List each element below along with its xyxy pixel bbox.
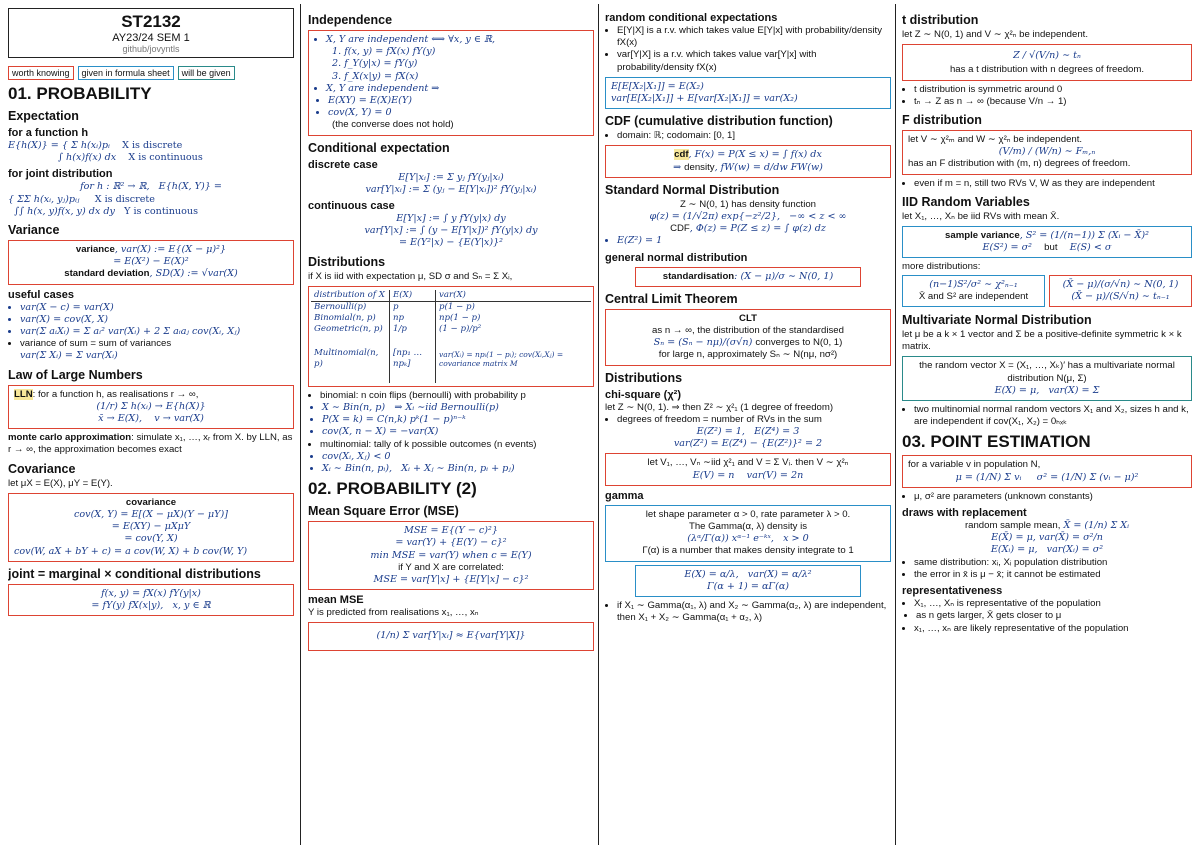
gamma-text: let shape parameter α > 0, rate parameter λ > 0.: [645, 508, 851, 520]
point-let: for a variable v in population N,: [908, 459, 1041, 471]
t-list: [902, 84, 1192, 108]
list-item: 3. f_X(x|y) = fX(x): [332, 70, 419, 82]
column-4: [902, 8, 1192, 843]
covariance-box: [8, 493, 294, 562]
formula: (X̄ − μ)/(σ/√n) ∼ N(0, 1): [1062, 278, 1179, 290]
cdf-list: [605, 130, 891, 142]
formula: sample variance, S² = (1/(n−1)) Σ (Xᵢ − X̄)²: [945, 230, 1149, 242]
list-item: • if X₁ ∼ Gamma(α₁, λ) and X₂ ∼ Gamma(α₂, λ) are independent, then X₁ + X₂ ∼ Gamma(α₁ + α₂, λ): [617, 600, 891, 624]
heading-cdf: CDF (cumulative distribution function): [605, 114, 833, 129]
mvn-let: let μ be a k × 1 vector and Σ be a positive-definite symmetric k × k matrix.: [902, 329, 1182, 353]
heading-iid: IID Random Variables: [902, 194, 1030, 209]
list-item: • P(X = k) = C(n,k) pᵏ(1 − p)ⁿ⁻ᵏ: [322, 414, 594, 426]
table-row: [311, 335, 591, 383]
formula: cdf, F(x) = P(X ≤ x) = ∫ f(x) dx: [674, 149, 822, 161]
list-item: • var(X) = cov(X, X): [20, 314, 294, 326]
independence-sublist: [314, 95, 588, 119]
formula: standard deviation, SD(X) := √var(X): [64, 268, 238, 280]
formula: = cov(Y, X): [124, 533, 178, 545]
independent-text: X̄ and S² are independent: [918, 290, 1029, 302]
table-row: [311, 301, 591, 313]
chi-box: [605, 453, 891, 485]
distribution-table: [311, 290, 591, 383]
f-has: has an F distribution with (m, n) degrees of freedom.: [908, 158, 1131, 170]
formula: E(Xᵢ) = μ, var(Xᵢ) = σ²: [990, 544, 1104, 556]
useful-cases-list: [8, 302, 294, 363]
sample-variance-box: [902, 226, 1192, 258]
mean-mse-text: Y is predicted from realisations x₁, …, xₙ: [308, 607, 479, 619]
column-divider: [895, 4, 896, 845]
clt-text: for large n, approximately Sₙ ∼ N(nμ, nσ²): [658, 349, 838, 361]
list-item: 2. f_Y(y|x) = fY(y): [332, 58, 418, 70]
table-cell: (1 − p)/p²: [439, 323, 482, 334]
independence-list: [314, 34, 588, 46]
clt-box: [605, 309, 891, 366]
distribution-notes: [308, 390, 594, 402]
list-item: • even if m = n, still two RVs V, W as they are independent: [914, 178, 1192, 190]
semester: AY23/24 SEM 1: [112, 32, 190, 44]
joint-box: [8, 584, 294, 616]
distribution-notes: [308, 439, 594, 451]
lln-box: [8, 385, 294, 430]
list-item: • cov(X, n − X) = −var(X): [322, 426, 594, 438]
monte-carlo: monte carlo approximation: simulate x₁, …, xᵣ from X. by LLN, as r → ∞, the approximation becomes exact: [8, 432, 293, 456]
formula: (1/r) Σ h(xᵢ) → E{h(X)}: [96, 400, 206, 412]
heading-lln: Law of Large Numbers: [8, 367, 143, 382]
mvn-list: [902, 404, 1192, 428]
chi-sample-box: [902, 275, 1045, 307]
table-header: distribution of X: [311, 290, 389, 302]
list-item: • tₙ → Z as n → ∞ (because V/n → 1): [914, 96, 1192, 108]
list-item: • t distribution is symmetric around 0: [914, 84, 1192, 96]
formula: φ(z) = (1/√2π) exp{−z²/2}, −∞ < z < ∞: [649, 211, 847, 223]
list-item: • multinomial: tally of k possible outcomes (n events): [320, 439, 594, 451]
formula: ⇒ density, fW(w) = d/dw FW(w): [673, 161, 823, 173]
mse-if: if Y and X are correlated:: [398, 561, 504, 573]
formula: (λᵅ/Γ(α)) xᵅ⁻¹ e⁻ᵏˣ, x > 0: [687, 533, 809, 545]
binomial-sublist: [308, 402, 594, 439]
table-cell: [np₁ … npₖ]: [389, 335, 435, 383]
representativeness-list: [902, 623, 1192, 635]
lln-text: LLN: for a function h, as realisations r → ∞,: [14, 388, 199, 400]
table-cell: 1/p: [389, 324, 435, 335]
list-item: var(Σ Xᵢ) = Σ var(Xᵢ): [20, 350, 118, 362]
variance-box: [8, 240, 294, 285]
std-normal-list: [605, 235, 891, 247]
formula: ∫∫ h(x, y)f(x, y) dx dy Y is continuous: [8, 205, 198, 217]
subheading: discrete case: [308, 158, 378, 171]
legend: [8, 66, 294, 80]
subheading: for a function h: [8, 127, 89, 139]
heading-joint: joint = marginal × conditional distributions: [8, 566, 261, 581]
mean-mse-box: [308, 622, 594, 650]
t-let: let Z ∼ N(0, 1) and V ∼ χ²ₙ be independent.: [902, 29, 1088, 40]
subheading: useful cases: [8, 288, 75, 301]
formula: E(Z²) = 1, E(Z⁴) = 3: [696, 426, 800, 438]
column-divider: [300, 4, 301, 845]
list-item: • X₁, …, Xₙ is representative of the population: [914, 598, 1192, 610]
mvn-box: [902, 356, 1192, 401]
formula: f(x, y) = fX(x) fY(y|x): [101, 587, 201, 599]
column-1: [8, 8, 294, 843]
title-box: [8, 8, 294, 58]
representativeness-sublist: [902, 610, 1192, 622]
list-item: • E(Z²) = 1: [617, 235, 891, 247]
list-item: • same distribution: xᵢ, Xᵢ population distribution: [914, 557, 1192, 569]
list-item: • as n gets larger, X̄ gets closer to μ: [916, 610, 1192, 622]
heading-std-normal: Standard Normal Distribution: [605, 182, 780, 197]
formula: (V/m) / (W/n) ∼ Fₘ,ₙ: [998, 146, 1096, 158]
gamma-text: Γ(α) is a number that makes density integrate to 1: [642, 545, 854, 557]
list-item: • variance of sum = sum of variances: [20, 338, 294, 350]
section-heading: 01. PROBABILITY: [8, 84, 152, 103]
table-cell: np(1 − p): [439, 312, 481, 323]
formula: E{h(X)} = { Σ h(xᵢ)pᵢ X is discrete: [8, 140, 183, 151]
list-item: • the error in x̄ is μ − x̄; it cannot be estimated: [914, 569, 1192, 581]
gamma-text: The Gamma(α, λ) density is: [688, 521, 808, 533]
heading-mvn: Multivariate Normal Distribution: [902, 313, 1092, 328]
subheading: representativeness: [902, 585, 1003, 598]
heading-clt: Central Limit Theorem: [605, 291, 738, 306]
table-cell: np: [389, 313, 435, 324]
t-has: has a t distribution with n degrees of freedom.: [949, 64, 1145, 76]
formula: E[Y|xᵢ] := Σ yⱼ fY(yⱼ|xᵢ): [398, 171, 504, 183]
heading-covariance: Covariance: [8, 461, 76, 476]
subheading: general normal distribution: [605, 251, 748, 264]
legend-will-be-given: will be given: [178, 66, 235, 80]
heading-variance: Variance: [8, 223, 60, 238]
gamma-list: [605, 600, 891, 624]
chi-box-text: let V₁, …, Vₙ ∼iid χ²₁ and V = Σ Vᵢ. then V ∼ χ²ₙ: [647, 457, 849, 469]
formula: E(V) = n var(V) = 2n: [692, 469, 804, 481]
formula: min MSE = var(Y) when c = E(Y): [370, 549, 532, 561]
heading-cond-exp: Conditional expectation: [308, 140, 450, 155]
legend-formula-sheet: given in formula sheet: [78, 66, 174, 80]
t-box: [902, 44, 1192, 80]
gamma-box: [605, 505, 891, 562]
heading-mse: Mean Square Error (MSE): [308, 504, 459, 519]
list-item: 1. f(x, y) = fX(x) fY(y): [332, 46, 436, 58]
list-item: • domain: ℝ; codomain: [0, 1]: [617, 130, 891, 142]
list-item: • x₁, …, xₙ are likely representative of the population: [914, 623, 1192, 635]
table-header: var(X): [436, 290, 592, 302]
population-box: [902, 455, 1192, 487]
formula: E(X) = α/λ, var(X) = α/λ²: [684, 568, 812, 580]
cdf-box: [605, 145, 891, 177]
formula: MSE = E{(Y − c)²}: [404, 525, 498, 537]
clt-text: as n → ∞, the distribution of the standardised: [652, 325, 844, 337]
formula: { ΣΣ h(xᵢ, yⱼ)pᵢⱼ X is discrete: [8, 193, 155, 205]
subheading: for joint distribution: [8, 168, 113, 181]
heading-distributions: Distributions: [605, 370, 683, 385]
formula: (X̄ − μ)/(S/√n) ∼ tₙ₋₁: [1071, 290, 1170, 302]
formula: random sample mean, X̄ = (1/n) Σ Xᵢ: [964, 520, 1130, 532]
table-header-row: [311, 290, 591, 302]
formula: = E(Y²|x) − {E(Y|x)}²: [398, 237, 504, 249]
iid-let: let X₁, …, Xₙ be iid RVs with mean X̄.: [902, 210, 1060, 222]
heading-t-dist: t distribution: [902, 13, 979, 27]
table-row: [311, 324, 591, 335]
author: github/jovyntls: [122, 44, 180, 54]
heading-expectation: Expectation: [8, 109, 79, 123]
covariance-let: let μX = E(X), μY = E(Y).: [8, 477, 113, 489]
heading-f-dist: F distribution: [902, 113, 982, 128]
formula: x̄ → E(X), v → var(X): [98, 413, 204, 425]
formula: cov(X, Y) = E[(X − μX)(Y − μY)]: [74, 509, 228, 521]
parameters-list: [902, 491, 1192, 503]
iterated-expectation-box: [605, 77, 891, 109]
page-title: ST2132: [121, 12, 181, 31]
table-header: E(X): [389, 290, 435, 302]
formula: cov(W, aX + bY + c) = a cov(W, X) + b cov(W, Y): [14, 545, 248, 557]
formula: var[Y|xᵢ] := Σ (yⱼ − E[Y|xᵢ])² fY(yⱼ|xᵢ): [365, 183, 537, 195]
formula: = E(X²) − E(X)²: [113, 256, 189, 268]
subheading: draws with replacement: [902, 507, 1027, 520]
distribution-table-box: [308, 286, 594, 387]
clt-label: CLT: [739, 312, 757, 324]
list-item: • E(XY) = E(X)E(Y): [328, 95, 588, 107]
formula: E[Y|x] := ∫ y fY(y|x) dy: [396, 213, 506, 225]
table-cell: p(1 − p): [439, 301, 475, 312]
t-sample-box: [1049, 275, 1192, 307]
list-item: • X, Y are independent ⇒: [326, 83, 588, 95]
representativeness-list: [902, 598, 1192, 610]
subheading: continuous case: [308, 200, 395, 213]
independence-list: [314, 83, 588, 95]
formula: for h : ℝ² → ℝ, E{h(X, Y)} =: [80, 181, 222, 193]
multinomial-sublist: [308, 451, 594, 475]
formula: E(X) = μ, var(X) = Σ: [994, 384, 1100, 396]
column-3: [605, 8, 891, 843]
rce-list: [605, 25, 891, 74]
list-item: • var(Σ aᵢXᵢ) = Σ aᵢ² var(Xᵢ) + 2 Σ aᵢaⱼ cov(Xᵢ, Xⱼ): [20, 326, 294, 338]
formula: var[Y|x] := ∫ (y − E[Y|x])² fY(y|x) dy: [364, 225, 538, 237]
list-item: • binomial: n coin flips (bernoulli) with probability p: [320, 390, 594, 402]
formula: standardisation: (X − μ)/σ ∼ N(0, 1): [662, 270, 834, 282]
formula: Γ(α + 1) = αΓ(α): [706, 580, 790, 592]
f-box: [902, 130, 1192, 175]
list-item: • μ, σ² are parameters (unknown constants): [914, 491, 1192, 503]
formula: E(S²) = σ² but E(S) < σ: [982, 242, 1112, 254]
gamma-moments-box: [635, 565, 861, 597]
column-divider: [598, 4, 599, 845]
distributions-text: if X is iid with expectation μ, SD σ and Sₙ = Σ Xᵢ,: [308, 270, 513, 282]
list-item: • E[Y|X] is a r.v. which takes value E[Y|x] with probability/density fX(x): [617, 25, 891, 49]
subheading: gamma: [605, 489, 644, 502]
formula: Z / √(V/n) ∼ tₙ: [1013, 50, 1081, 62]
f-let: let V ∼ χ²ₘ and W ∼ χ²ₙ be independent.: [908, 134, 1083, 146]
list-item: • cov(X, Y) = 0: [328, 107, 588, 119]
formula: CDF, Φ(z) = P(Z ≤ z) = ∫ φ(z) dz: [670, 223, 826, 235]
table-cell: Geometric(n, p): [311, 324, 389, 335]
more-distributions: more distributions:: [902, 261, 981, 273]
section-heading: 02. PROBABILITY (2): [308, 479, 477, 499]
more-distributions-row: [902, 274, 1192, 308]
list-item: • cov(Xᵢ, Xⱼ) < 0: [322, 451, 594, 463]
formula: = E(XY) − μXμY: [111, 521, 191, 533]
subheading: mean MSE: [308, 594, 364, 607]
formula: var[E[X₂|X₁]] + E[var[X₂|X₁]] = var(X₂): [611, 93, 798, 105]
table-cell: Bernoulli(p): [311, 301, 389, 313]
section-heading: 03. POINT ESTIMATION: [902, 432, 1091, 452]
legend-worth-knowing: worth knowing: [8, 66, 74, 80]
formula: MSE = var[Y|x] + {E[Y|x] − c}²: [373, 574, 529, 586]
covariance-label: covariance: [125, 496, 177, 508]
table-cell: p: [389, 301, 435, 313]
standardisation-box: [635, 267, 861, 287]
formula: (n−1)S²/σ² ∼ χ²ₙ₋₁: [929, 278, 1018, 290]
table-cell: Binomial(n, p): [311, 313, 389, 324]
formula: = var(Y) + {E(Y) − c}²: [395, 537, 507, 549]
draws-list: [902, 557, 1192, 581]
formula: μ = (1/N) Σ vᵢ σ² = (1/N) Σ (vᵢ − μ)²: [955, 471, 1139, 483]
formula: = fY(y) fX(x|y), x, y ∈ ℝ: [91, 600, 211, 612]
f-list: [902, 178, 1192, 190]
table-cell: var(Xᵢ) = npᵢ(1 − pᵢ); cov(Xᵢ,Xⱼ) = covariance matrix M: [439, 349, 564, 368]
std-normal-text: Z ∼ N(0, 1) has density function: [679, 198, 816, 210]
table-row: [311, 313, 591, 324]
formula: E[E[X₂|X₁]] = E(X₂): [611, 80, 704, 92]
list-item: • two multinomial normal random vectors X₁ and X₂, sizes h and k, are independent if cov(X₁, X₂) = 0ₕₓₖ: [914, 404, 1192, 428]
converse-note: (the converse does not hold): [332, 119, 454, 131]
mvn-box-text: the random vector X = (X₁, …, Xₖ)′ has a multivariate normal distribution N(μ, Σ): [919, 360, 1175, 384]
formula: Sₙ = (Sₙ − nμ)/(σ√n) converges to N(0, 1): [653, 337, 843, 349]
list-item: • var(X − c) = var(X): [20, 302, 294, 314]
list-item: • X ∼ Bin(n, p) ⇒ Xᵢ ∼iid Bernoulli(p): [322, 402, 594, 414]
chi-text: let Z ∼ N(0, 1). ⇒ then Z² ∼ χ²₁ (1 degree of freedom): [605, 401, 834, 413]
heading-distributions: Distributions: [308, 254, 386, 269]
list-item: • Xᵢ ∼ Bin(n, pᵢ), Xᵢ + Xⱼ ∼ Bin(n, pᵢ + pⱼ): [322, 463, 594, 475]
formula: ∫ h(x)f(x) dx X is continuous: [58, 152, 203, 164]
independence-box: [308, 30, 594, 136]
list-item: • X, Y are independent ⟺ ∀x, y ∈ ℝ,: [326, 34, 588, 46]
chi-list: [605, 414, 891, 426]
table-cell: Multinomial(n, p): [311, 335, 389, 383]
list-item: • var[Y|X] is a r.v. which takes value var[Y|x] with probability/density fX(x): [617, 49, 891, 73]
formula: (1/n) Σ var[Y|xᵢ] ≈ E{var[Y|X]}: [376, 630, 526, 642]
formula: E(X̄) = μ, var(X̄) = σ²/n: [991, 532, 1103, 544]
formula: var(Z²) = E(Z⁴) − {E(Z²)}² = 2: [673, 438, 823, 450]
mse-box: [308, 521, 594, 590]
formula: variance, var(X) := E{(X − μ)²}: [75, 244, 227, 256]
column-2: [308, 8, 594, 843]
subheading: random conditional expectations: [605, 12, 778, 24]
heading-independence: Independence: [308, 13, 393, 27]
list-item: • degrees of freedom = number of RVs in the sum: [617, 414, 891, 426]
subheading: chi-square (χ²): [605, 388, 682, 401]
